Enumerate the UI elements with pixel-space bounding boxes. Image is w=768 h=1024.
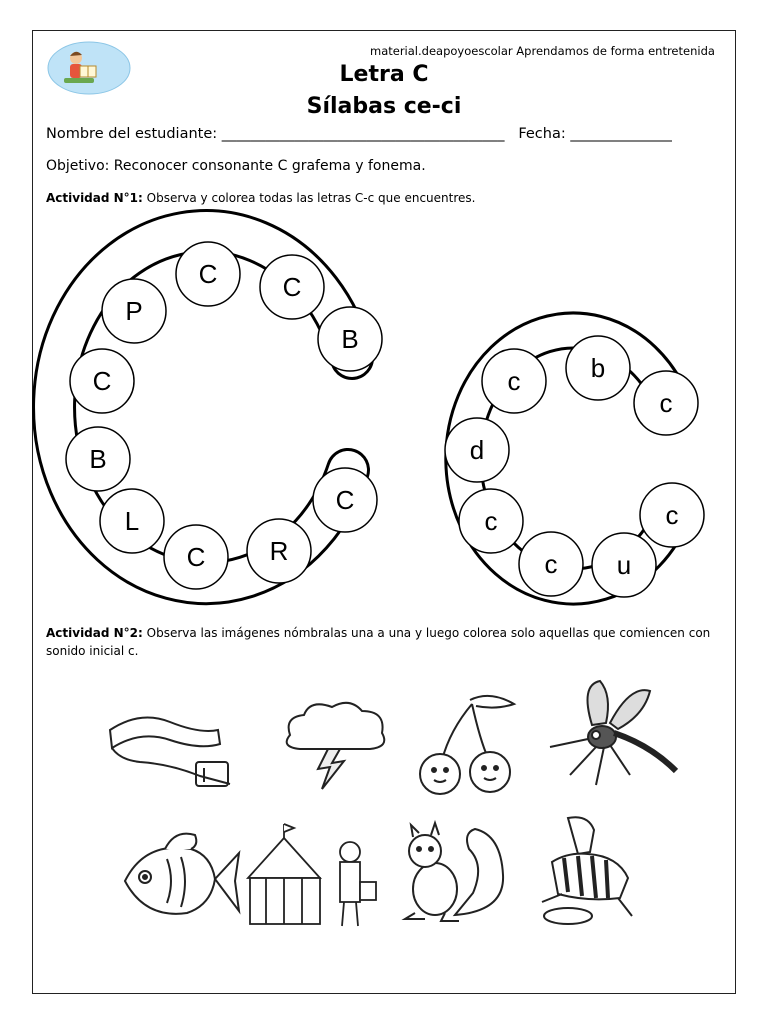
cherries-image[interactable]: [410, 680, 530, 800]
objective-text: Reconocer consonante C grafema y fonema.: [109, 158, 426, 174]
uppercase-letter: B: [89, 444, 107, 474]
lowercase-letter: c: [507, 366, 521, 396]
activity-2-instructions: [46, 624, 716, 660]
page-title: Letra C: [339, 62, 429, 87]
lowercase-letter: c: [544, 549, 558, 579]
page-subtitle: Sílabas ce-ci: [306, 94, 462, 119]
lowercase-letter: d: [469, 435, 485, 465]
circus-image[interactable]: [238, 818, 388, 933]
mosquito-image[interactable]: [540, 675, 690, 795]
activity-2-label: Actividad N°2:: [46, 626, 143, 640]
uppercase-letter: C: [335, 485, 355, 515]
uppercase-letter: P: [125, 296, 143, 326]
uppercase-letter: R: [269, 536, 289, 566]
date-field[interactable]: ______________: [570, 126, 672, 142]
belt-image[interactable]: [100, 700, 240, 800]
cloud-image[interactable]: [270, 695, 400, 795]
uppercase-letter: C: [282, 272, 302, 302]
site-credit: material.deapoyoescolar Aprendamos de forma entretenida: [370, 44, 715, 58]
uppercase-letter: C: [198, 259, 218, 289]
squirrel-image[interactable]: [385, 815, 520, 930]
date-label: Fecha:: [518, 126, 571, 142]
fish-image[interactable]: [115, 825, 245, 935]
zebra-image[interactable]: [528, 812, 648, 932]
lowercase-letter: u: [616, 550, 632, 580]
lowercase-letter: c: [665, 500, 679, 530]
name-field[interactable]: _______________________________________: [221, 126, 505, 142]
lowercase-letter: b: [590, 353, 606, 383]
uppercase-letter: C: [92, 366, 112, 396]
uppercase-letter: B: [341, 324, 359, 354]
uppercase-letter: C: [186, 542, 206, 572]
objective-label: Objetivo:: [46, 158, 110, 174]
activity-1-text: Observa y colorea todas las letras C-c que encuentres.: [142, 191, 476, 205]
lowercase-letter: c: [659, 388, 673, 418]
name-label: Nombre del estudiante:: [46, 126, 222, 142]
activity-2-text: Observa las imágenes nómbralas una a una y luego colorea solo aquellas que comiencen con sonido inicial c.: [46, 626, 711, 658]
activity-1-label: Actividad N°1:: [46, 191, 143, 205]
lowercase-letter: c: [484, 506, 498, 536]
uppercase-letter: L: [124, 506, 140, 536]
